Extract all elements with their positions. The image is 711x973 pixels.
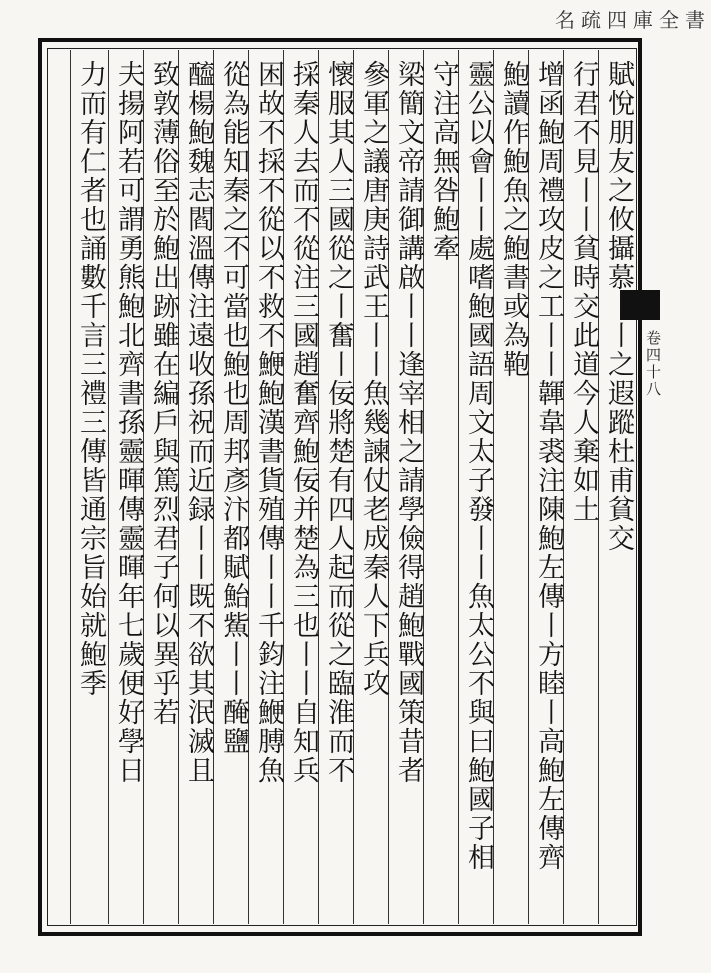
text-column: 致敦薄俗至於鮑出跡雖在編戶與篤烈君子何以異乎若 [148, 60, 179, 727]
text-column: 參軍之議唐庚詩武王丨丨魚幾諫仗老成秦人下兵攻 [358, 60, 389, 698]
text-column: 困故不採不從以不救不鯾鮑漢書貨殖傳丨丨千鈞注鯾膊魚 [253, 60, 284, 785]
text-column: 夫揚阿若可謂勇熊鮑北齊書孫靈暉傳靈暉年七歲便好學日 [113, 60, 144, 785]
text-column: 懷服其人三國從之丨奮丨佞將楚有四人起而從之臨淮而不 [323, 60, 354, 785]
text-column: 增函鮑周禮攻皮之工丨丨韗韋裘注陳鮑左傳丨方睦丨高鮑左傳齊 [533, 60, 564, 872]
text-column: 從為能知秦之不可當也鮑也周邦彥汴都賦鮐鮆丨丨醃鹽 [218, 60, 249, 756]
text-column: 守注高無咎鮑牽 [428, 60, 459, 263]
text-column: 靈公以會丨丨處嗜鮑國語周文太子發丨丨魚太公不與曰鮑國子相 [463, 60, 494, 872]
column-rule [108, 50, 109, 924]
text-column: 賦悅朋友之攸攝慕丨丨之遐蹤杜甫貧交 [603, 60, 634, 553]
text-column: 鮑讀作鮑魚之鮑書或為鞄 [498, 60, 529, 379]
text-column: 力而有仁者也誦數千言三禮三傳皆通宗旨始就鮑季 [75, 60, 106, 698]
ban-xin-label: 卷四十八 [644, 330, 662, 398]
text-column: 梁簡文帝請御講啟丨丨逢宰相之請學儉得趙鮑戰國策昔者 [393, 60, 424, 785]
margin-header: 名疏四庫全書 [555, 8, 711, 32]
text-column: 採秦人去而不從注三國趙奮齊鮑佞并楚為三也丨丨自知兵 [288, 60, 319, 785]
text-column: 醯楊鮑魏志閻溫傳注遠收孫祝而近録丨丨既不欲其泯滅且 [183, 60, 214, 785]
column-rule [70, 50, 71, 924]
text-column: 行君不見丨丨貧時交此道今人棄如土 [568, 60, 599, 524]
